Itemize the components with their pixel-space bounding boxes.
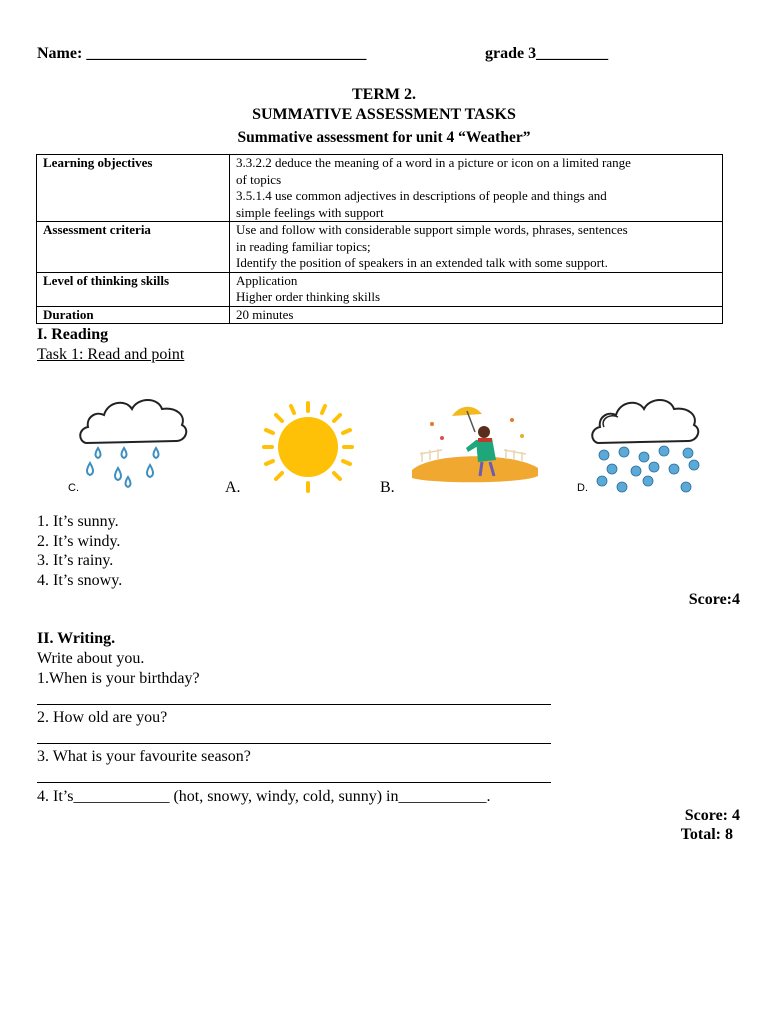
table-row	[37, 222, 723, 273]
picture-letter-b: B.	[380, 479, 395, 496]
row-value	[230, 155, 723, 222]
answer-line-1[interactable]	[37, 704, 551, 705]
list-item: 3. It’s rainy.	[37, 552, 114, 569]
question-birthday: 1.When is your birthday?	[37, 670, 200, 687]
question-season: 3. What is your favourite season?	[37, 748, 251, 765]
row-line: Identify the position of speakers in an extended talk with some support.	[236, 255, 608, 270]
row-line: 3.5.1.4 use common adjectives in descriptions of people and things and	[236, 188, 607, 203]
answer-line-3[interactable]	[37, 782, 551, 783]
objectives-table	[36, 154, 723, 324]
row-label: Learning objectives	[37, 155, 230, 222]
row-label: Assessment criteria	[37, 222, 230, 273]
list-item: 1. It’s sunny.	[37, 513, 119, 530]
row-line: in reading familiar topics;	[236, 238, 371, 254]
row-value	[230, 272, 723, 306]
picture-letter-c: C.	[68, 482, 79, 494]
writing-score: Score: 4	[684, 807, 740, 824]
table-row	[37, 155, 723, 222]
answer-line-2[interactable]	[37, 743, 551, 744]
row-label: Level of thinking skills	[37, 272, 230, 306]
picture-letter-d: D.	[577, 482, 588, 494]
writing-intro: Write about you.	[37, 650, 145, 667]
grade-blank: _________	[536, 45, 609, 62]
name-blank: ___________________________________	[86, 45, 367, 62]
term-title: TERM 2.	[352, 86, 416, 103]
reading-task: Task 1: Read and point	[37, 346, 185, 363]
question-age: 2. How old are you?	[37, 709, 168, 726]
row-line: 3.3.2.2 deduce the meaning of a word in a picture or icon on a limited range	[236, 155, 631, 170]
rain-cloud-icon	[78, 393, 190, 495]
row-line: 20 minutes	[236, 306, 294, 322]
windy-person-icon	[412, 402, 538, 486]
reading-score: Score:4	[688, 591, 740, 608]
row-line: Application	[236, 272, 298, 288]
total-score: Total: 8	[680, 826, 733, 843]
row-line: of topics	[236, 171, 282, 187]
row-line: Use and follow with considerable support simple words, phrases, sentences	[236, 222, 628, 237]
row-line: Higher order thinking skills	[236, 289, 381, 304]
picture-letter-a: A.	[225, 479, 241, 496]
fill-sentence[interactable]: 4. It’s____________ (hot, snowy, windy, cold, sunny) in___________.	[37, 788, 491, 805]
snow-cloud-icon	[590, 395, 706, 495]
sun-icon	[258, 400, 358, 495]
table-row	[37, 272, 723, 306]
list-item: 2. It’s windy.	[37, 533, 121, 550]
row-value	[230, 222, 723, 273]
unit-title: Summative assessment for unit 4 “Weather”	[237, 129, 531, 146]
name-field[interactable]	[37, 45, 366, 63]
row-label: Duration	[37, 306, 230, 324]
reading-heading: I. Reading	[37, 326, 109, 343]
row-line: simple feelings with support	[236, 204, 384, 220]
writing-heading: II. Writing.	[37, 630, 116, 647]
list-item: 4. It’s snowy.	[37, 572, 123, 589]
page-title: SUMMATIVE ASSESSMENT TASKS	[252, 106, 516, 123]
name-label: Name:	[37, 45, 83, 62]
table-row	[37, 306, 723, 324]
row-value	[230, 306, 723, 324]
grade-field[interactable]	[485, 45, 608, 63]
grade-label: grade 3	[485, 45, 537, 62]
